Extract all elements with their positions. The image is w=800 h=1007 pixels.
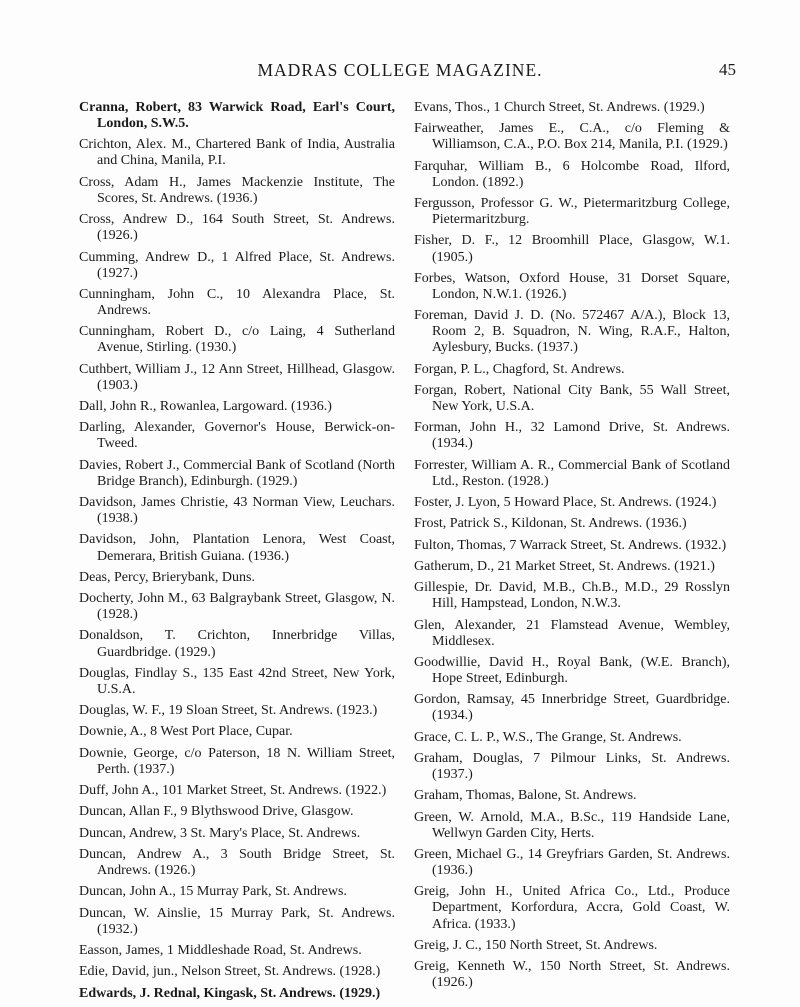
directory-entry: Greig, J. C., 150 North Street, St. Andrews. [414, 937, 658, 953]
directory-entry: Cunningham, Robert D., c/o Laing, 4 Sutherland Avenue, Stirling. (1930.) [79, 324, 395, 356]
directory-entry: Douglas, Findlay S., 135 East 42nd Street, New York, U.S.A. [79, 665, 395, 697]
directory-entry: Graham, Douglas, 7 Pilmour Links, St. Andrews. (1937.) [414, 750, 730, 783]
directory-entry: Easson, James, 1 Middleshade Road, St. Andrews. [79, 943, 362, 958]
directory-entry: Davies, Robert J., Commercial Bank of Scotland (North Bridge Branch), Edinburgh. (1929.) [79, 457, 395, 489]
directory-entry: Forman, John H., 32 Lamond Drive, St. Andrews. (1934.) [414, 420, 730, 452]
magazine-title: MADRAS COLLEGE MAGAZINE. [257, 60, 543, 80]
directory-entry: Grace, C. L. P., W.S., The Grange, St. Andrews. [414, 729, 682, 745]
directory-entry: Duncan, Andrew, 3 St. Mary's Place, St. Andrews. [79, 825, 361, 841]
directory-entry: Forgan, Robert, National City Bank, 55 Wall Street, New York, U.S.A. [414, 382, 730, 414]
directory-entry: Cross, Andrew D., 164 South Street, St. Andrews. (1926.) [79, 212, 395, 244]
directory-entry: Davidson, John, Plantation Lenora, West Coast, Demerara, British Guiana. (1936.) [79, 532, 395, 564]
directory-entry: Duff, John A., 101 Market Street, St. Andrews. (1922.) [79, 783, 387, 799]
directory-entry: Glen, Alexander, 21 Flamstead Avenue, Wembley, Middlesex. [414, 617, 730, 649]
directory-entry: Donaldson, T. Crichton, Innerbridge Villas, Guardbridge. (1929.) [79, 628, 395, 660]
directory-entry: Douglas, W. F., 19 Sloan Street, St. Andrews. (1923.) [79, 703, 378, 719]
directory-entry: Frost, Patrick S., Kildonan, St. Andrews. (1936.) [414, 516, 687, 532]
directory-entry: Downie, A., 8 West Port Place, Cupar. [79, 724, 293, 740]
directory-entry: Forrester, William A. R., Commercial Bank of Scotland Ltd., Reston. (1928.) [414, 457, 730, 489]
directory-entry: Gordon, Ramsay, 45 Innerbridge Street, Guardbridge. (1934.) [414, 692, 730, 724]
directory-entry: Davidson, James Christie, 43 Norman View, Leuchars. (1938.) [79, 495, 395, 527]
page-header [0, 60, 800, 84]
directory-entry: Evans, Thos., 1 Church Street, St. Andrews. (1929.) [414, 100, 705, 115]
directory-entry: Duncan, Andrew A., 3 South Bridge Street, St. Andrews. (1926.) [79, 846, 395, 879]
directory-entry: Gillespie, Dr. David, M.B., Ch.B., M.D., 29 Rosslyn Hill, Hampstead, London, N.W.3. [414, 580, 730, 612]
directory-entry: Duncan, Allan F., 9 Blythswood Drive, Glasgow. [79, 804, 354, 820]
directory-entry: Green, W. Arnold, M.A., B.Sc., 119 Handside Lane, Wellwyn Garden City, Herts. [414, 809, 730, 841]
directory-entry: Forbes, Watson, Oxford House, 31 Dorset Square, London, N.W.1. (1926.) [414, 270, 730, 302]
left-column [79, 100, 395, 1007]
directory-entry: Cranna, Robert, 83 Warwick Road, Earl's Court, London, S.W.5. [79, 100, 395, 132]
directory-entry: Duncan, John A., 15 Murray Park, St. Andrews. [79, 884, 347, 900]
directory-entry: Dall, John R., Rowanlea, Largoward. (1936.) [79, 399, 332, 414]
directory-entry: Greig, John H., United Africa Co., Ltd., Produce Department, Korfordura, Accra, Gold Coast, W. Africa. (1933.) [414, 884, 730, 932]
directory-entry: Green, Michael G., 14 Greyfriars Garden, St. Andrews. (1936.) [414, 846, 730, 879]
directory-entry: Darling, Alexander, Governor's House, Berwick-on-Tweed. [79, 420, 395, 452]
directory-entry: Docherty, John M., 63 Balgraybank Street, Glasgow, N. (1928.) [79, 591, 395, 623]
directory-entry: Cuthbert, William J., 12 Ann Street, Hillhead, Glasgow. (1903.) [79, 361, 395, 393]
directory-entry: Cunningham, John C., 10 Alexandra Place, St. Andrews. [79, 286, 395, 318]
directory-entry: Deas, Percy, Brierybank, Duns. [79, 569, 255, 585]
directory-entry: Cross, Adam H., James Mackenzie Institute, The Scores, St. Andrews. (1936.) [79, 174, 395, 206]
page-number: 45 [719, 60, 736, 79]
directory-entry: Graham, Thomas, Balone, St. Andrews. [414, 788, 637, 804]
directory-entry: Downie, George, c/o Paterson, 18 N. William Street, Perth. (1937.) [79, 745, 395, 777]
directory-entry: Foreman, David J. D. (No. 572467 A/A.), Block 13, Room 2, B. Squadron, N. Wing, R.A.F., Halton, Aylesbury, Bucks. (1937.) [414, 308, 730, 356]
directory-entry: Crichton, Alex. M., Chartered Bank of India, Australia and China, Manila, P.I. [79, 137, 395, 169]
directory-entry: Gatherum, D., 21 Market Street, St. Andrews. (1921.) [414, 558, 715, 574]
directory-entry: Fisher, D. F., 12 Broomhill Place, Glasgow, W.1. (1905.) [414, 233, 730, 265]
directory-entry: Farquhar, William B., 6 Holcombe Road, Ilford, London. (1892.) [414, 158, 730, 190]
directory-entry: Greig, Kenneth W., 150 North Street, St. Andrews. (1926.) [414, 959, 730, 991]
directory-entry: Foster, J. Lyon, 5 Howard Place, St. Andrews. (1924.) [414, 495, 717, 511]
directory-entry: Forgan, P. L., Chagford, St. Andrews. [414, 361, 625, 377]
directory-entry: Fergusson, Professor G. W., Pietermaritzburg College, Pietermaritzburg. [414, 196, 730, 228]
directory-entry: Edwards, J. Rednal, Kingask, St. Andrews. (1929.) [79, 985, 381, 1001]
directory-entry: Duncan, W. Ainslie, 15 Murray Park, St. Andrews. (1932.) [79, 905, 395, 937]
directory-entry: Goodwillie, David H., Royal Bank, (W.E. Branch), Hope Street, Edinburgh. [414, 654, 730, 686]
right-column [414, 100, 730, 996]
directory-entry: Edie, David, jun., Nelson Street, St. Andrews. (1928.) [79, 964, 381, 980]
directory-entry: Fulton, Thomas, 7 Warrack Street, St. Andrews. (1932.) [414, 537, 727, 553]
directory-entry: Cumming, Andrew D., 1 Alfred Place, St. Andrews. (1927.) [79, 249, 395, 281]
directory-entry: Fairweather, James E., C.A., c/o Fleming & Williamson, C.A., P.O. Box 214, Manila, P.I. (1929.) [414, 121, 730, 153]
